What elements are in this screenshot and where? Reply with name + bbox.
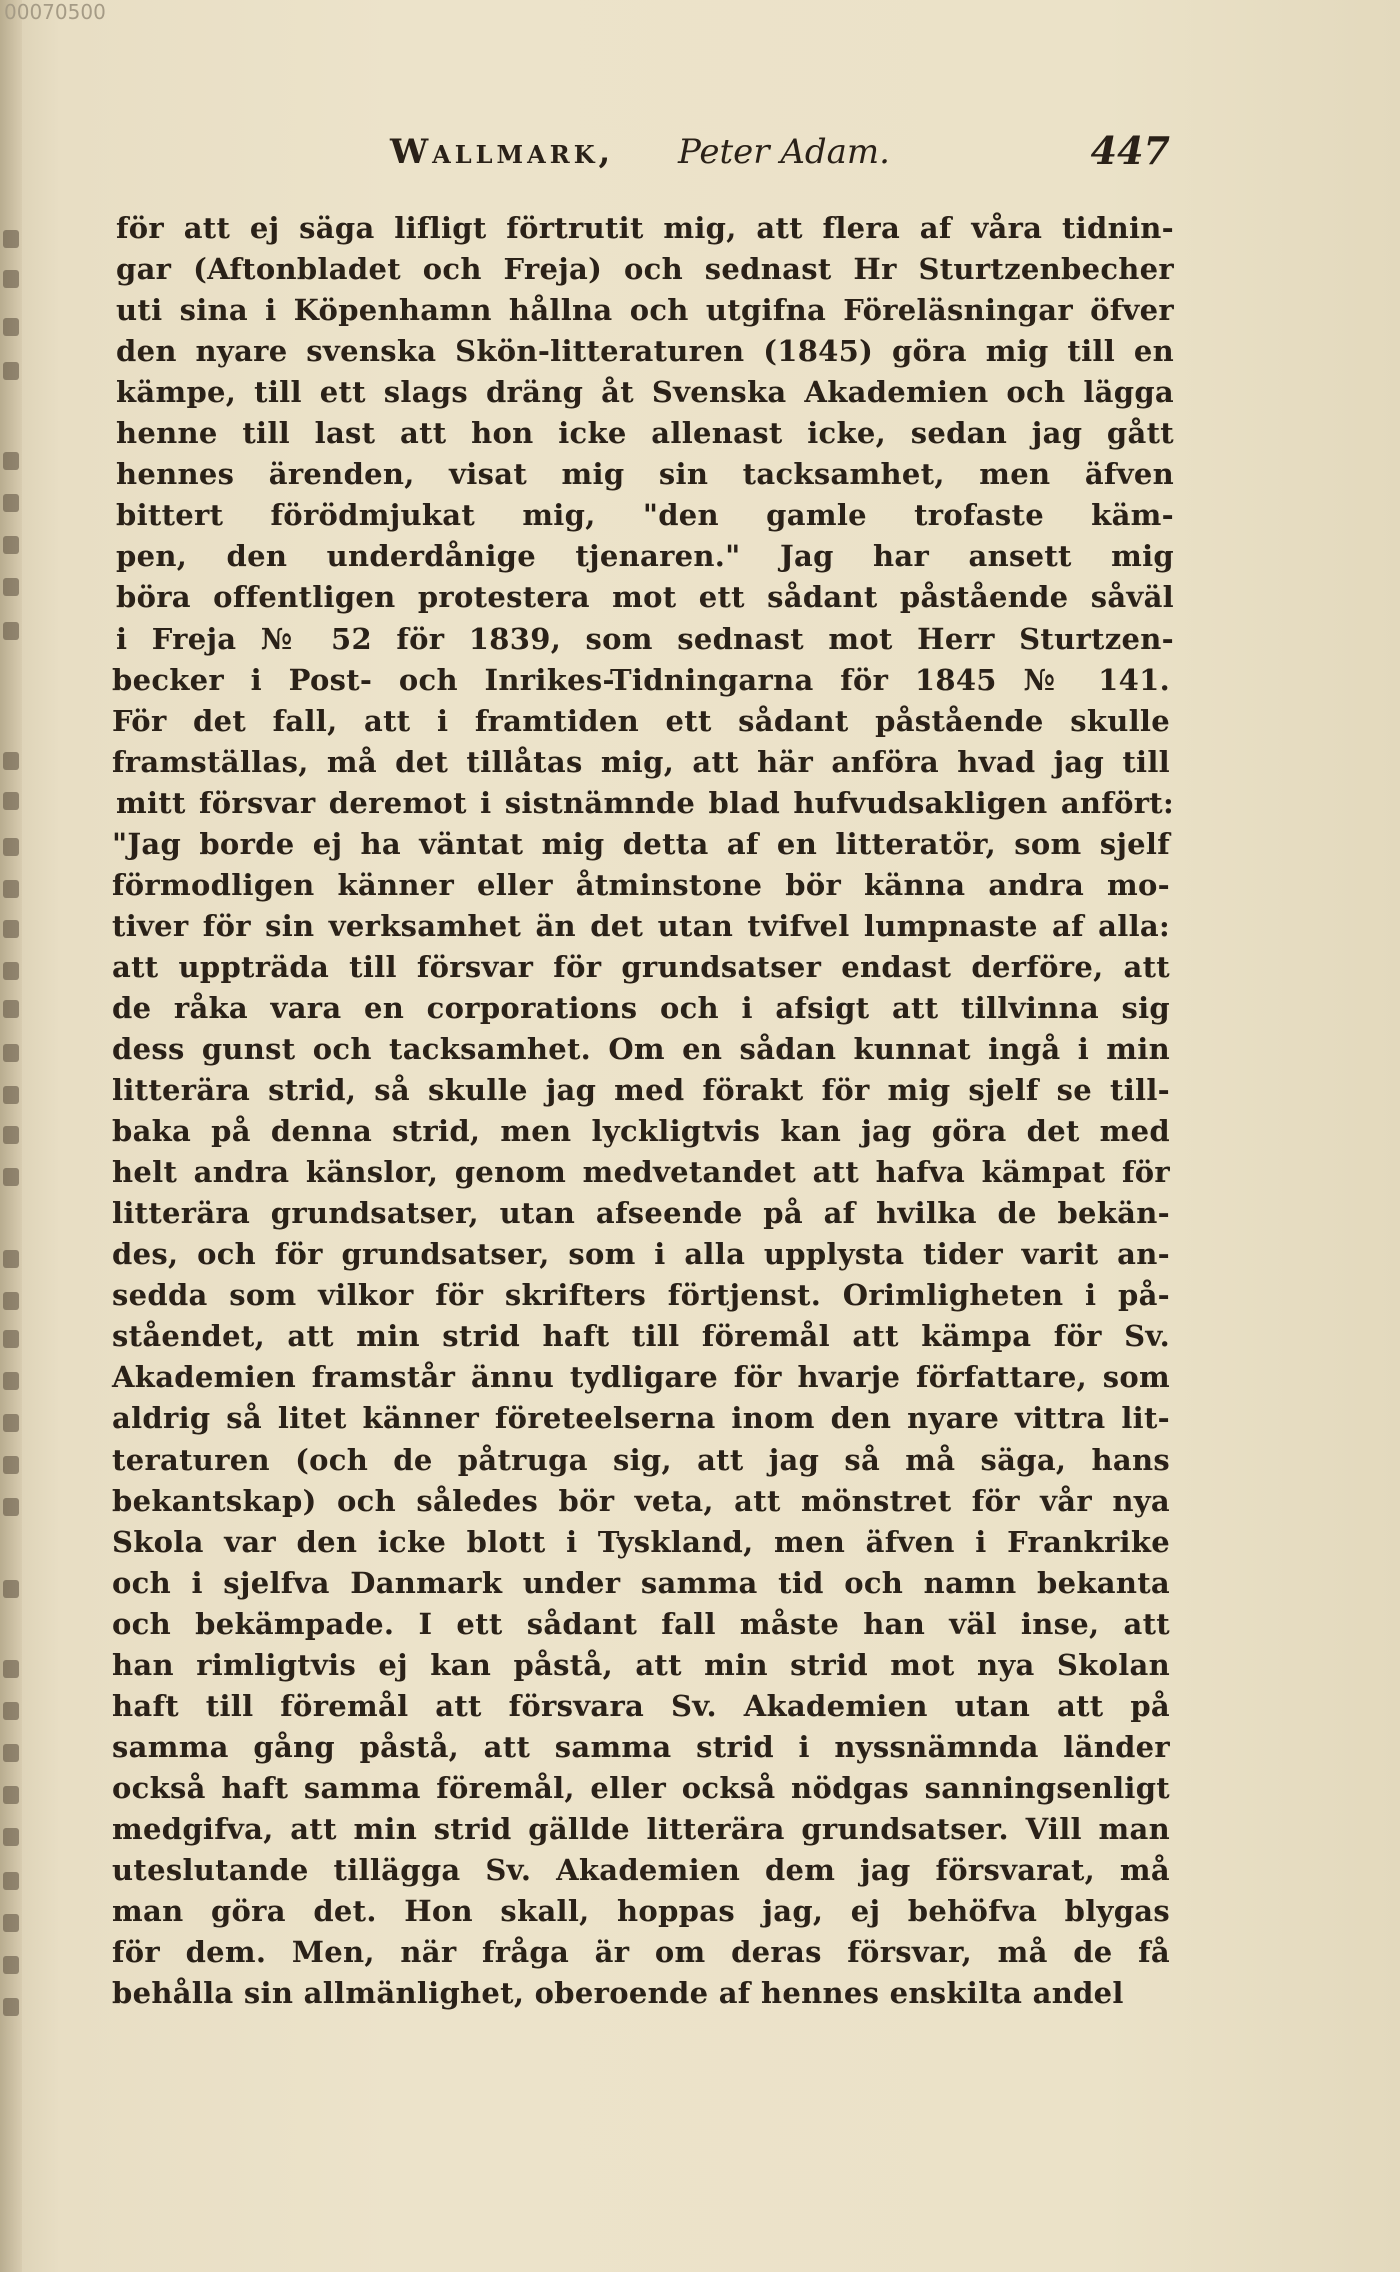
text-line: han rimligtvis ej kan påstå, att min strid mot nya Skolan <box>112 1647 1170 1682</box>
text-line: för att ej säga lifligt förtrutit mig, att flera af våra tidnin- <box>116 211 1174 245</box>
text-line: förmodligen känner eller åtminstone bör känna andra mo- <box>112 867 1170 902</box>
text-line: tiver för sin verksamhet än det utan tvifvel lumpnaste af alla: <box>112 908 1170 943</box>
text-line: i Freja № 52 för 1839, som sednast mot Herr Sturtzen- <box>116 621 1174 656</box>
text-line: bittert förödmjukat mig, "den gamle trofaste käm- <box>116 498 1174 533</box>
text-line: dess gunst och tacksamhet. Om en sådan kunnat ingå i min <box>112 1032 1170 1066</box>
text-line: pen, den underdånige tjenaren." Jag har ansett mig <box>116 539 1174 574</box>
text-line: uteslutande tillägga Sv. Akademien dem jag försvarat, må <box>112 1853 1170 1887</box>
corner-stamp: 00070500 <box>4 0 106 24</box>
text-line: "Jag borde ej ha väntat mig detta af en litteratör, som sjelf <box>112 826 1170 861</box>
header-given-name: Peter Adam. <box>678 132 890 172</box>
text-line: den nyare svenska Skön-litteraturen (1845) göra mig till en <box>116 334 1174 369</box>
text-line: uti sina i Köpenhamn hållna och utgifna Föreläsningar öfver <box>116 293 1174 328</box>
text-line: Skola var den icke blott i Tyskland, men äfven i Frankrike <box>112 1524 1170 1559</box>
text-line: de råka vara en corporations och i afsigt att tillvinna sig <box>112 990 1170 1025</box>
text-line: mitt försvar deremot i sistnämnde blad hufvudsakligen anfört: <box>116 785 1174 820</box>
text-line: ståendet, att min strid haft till föremål att kämpa för Sv. <box>112 1319 1170 1354</box>
text-line: aldrig så litet känner företeelserna inom den nyare vittra lit- <box>112 1401 1170 1436</box>
text-line: becker i Post- och Inrikes-Tidningarna för 1845 № 141. <box>112 662 1170 697</box>
text-line: man göra det. Hon skall, hoppas jag, ej behöfva blygas <box>112 1894 1170 1929</box>
text-line: haft till föremål att försvara Sv. Akademien utan att på <box>112 1688 1170 1723</box>
text-line: att uppträda till försvar för grundsatser endast derföre, att <box>112 949 1170 984</box>
text-line: och i sjelfva Danmark under samma tid och namn bekanta <box>112 1565 1170 1600</box>
text-line: framställas, må det tillåtas mig, att här anföra hvad jag till <box>112 744 1170 779</box>
text-line: litterära grundsatser, utan afseende på af hvilka de bekän- <box>112 1196 1170 1231</box>
text-line: sedda som vilkor för skrifters förtjenst. Orimligheten i på- <box>112 1278 1170 1313</box>
text-line: För det fall, att i framtiden ett sådant påstående skulle <box>112 703 1170 738</box>
text-line: teraturen (och de påtruga sig, att jag så må säga, hans <box>112 1442 1170 1477</box>
text-line: bekantskap) och således bör veta, att mönstret för vår nya <box>112 1483 1170 1518</box>
text-line: henne till last att hon icke allenast icke, sedan jag gått <box>116 416 1174 451</box>
text-line: medgifva, att min strid gällde litterära grundsatser. Vill man <box>112 1811 1170 1846</box>
text-line: kämpe, till ett slags dräng åt Svenska Akademien och lägga <box>116 375 1174 410</box>
text-line: Akademien framstår ännu tydligare för hvarje författare, som <box>112 1360 1170 1395</box>
text-line: baka på denna strid, men lyckligtvis kan jag göra det med <box>112 1114 1170 1149</box>
text-line: hennes ärenden, visat mig sin tacksamhet, men äfven <box>116 457 1174 492</box>
text-line: helt andra känslor, genom medvetandet att hafva kämpat för <box>112 1155 1170 1190</box>
text-line: behålla sin allmänlighet, oberoende af hennes enskilta andel <box>112 1976 1124 2011</box>
text-line: des, och för grundsatser, som i alla upplysta tider varit an- <box>112 1237 1170 1272</box>
page-number: 447 <box>1090 128 1170 173</box>
text-line: böra offentligen protestera mot ett sådant påstående såväl <box>116 580 1174 615</box>
header-surname: Wallmark, <box>390 132 615 172</box>
text-line: också haft samma föremål, eller också nödgas sanningsenligt <box>112 1770 1170 1805</box>
text-line: och bekämpade. I ett sådant fall måste han väl inse, att <box>112 1606 1170 1641</box>
text-line: gar (Aftonbladet och Freja) och sednast Hr Sturtzenbecher <box>116 252 1174 287</box>
text-line: samma gång påstå, att samma strid i nyssnämnda länder <box>112 1729 1170 1764</box>
text-line: litterära strid, så skulle jag med förakt för mig sjelf se till- <box>112 1073 1170 1108</box>
text-line: för dem. Men, när fråga är om deras försvar, må de få <box>112 1935 1170 1970</box>
